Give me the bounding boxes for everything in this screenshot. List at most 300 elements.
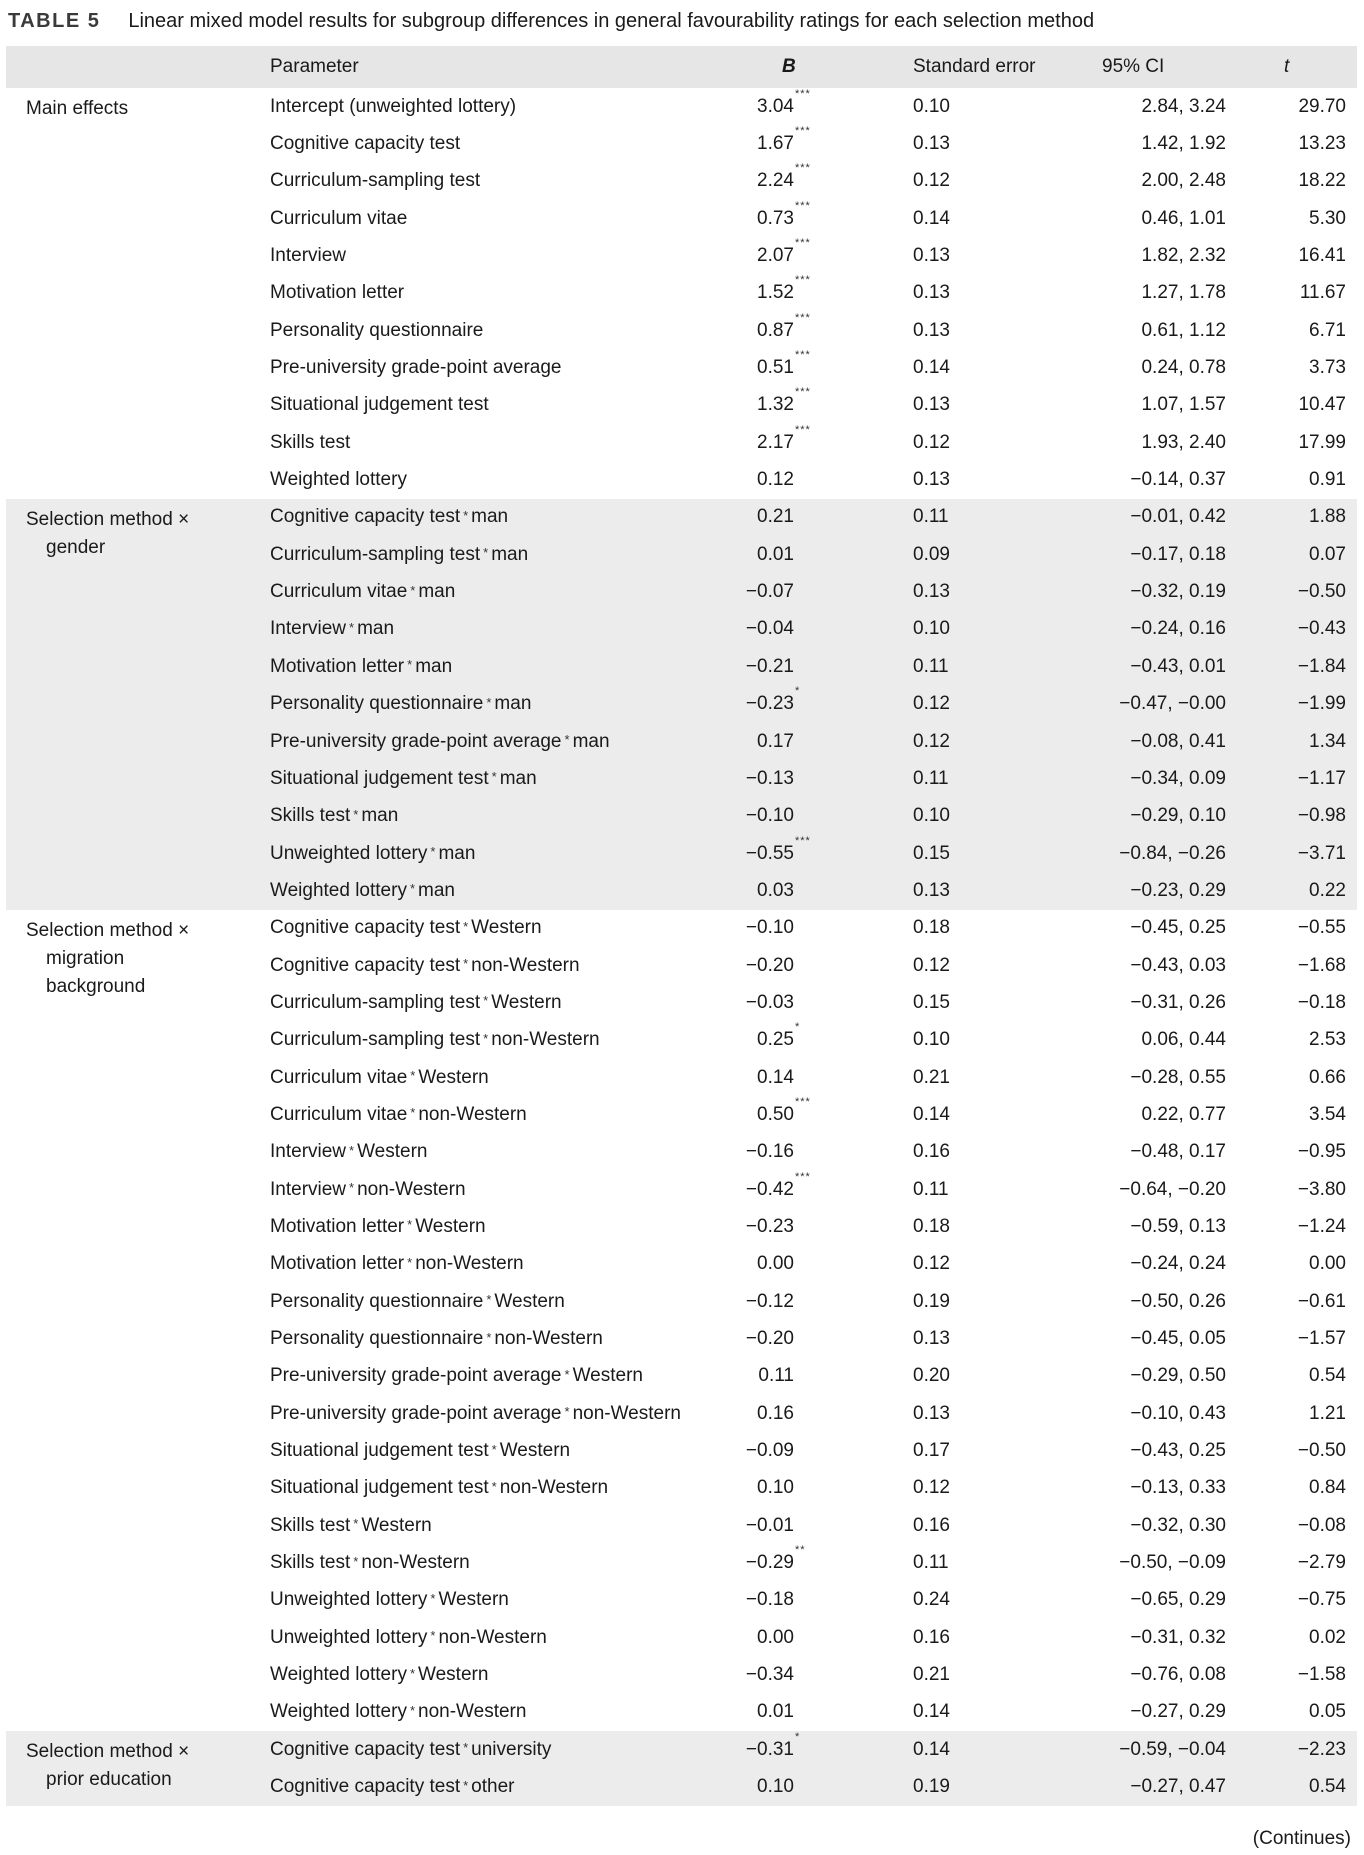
significance-marker: ***: [795, 274, 811, 287]
t-cell: −1.57: [1297, 1328, 1346, 1350]
parameter-text: Curriculum vitae: [270, 207, 408, 229]
b-cell: [706, 275, 840, 312]
moderator-text: man: [494, 693, 532, 715]
significance-marker: ***: [795, 423, 811, 436]
b-cell: [706, 349, 840, 386]
section-label-line: gender: [46, 536, 106, 558]
parameter-text: Pre-university grade-point average: [270, 1402, 562, 1424]
b-number: 0.12: [757, 469, 794, 491]
b-number: 0.00: [757, 1253, 794, 1275]
t-cell: −1.24: [1297, 1215, 1346, 1237]
ci-cell: −0.50, 0.26: [1130, 1290, 1226, 1312]
b-number: 0.10: [757, 1776, 794, 1798]
ci-cell: −0.47, −0.00: [1119, 693, 1226, 715]
b-cell: [706, 1358, 840, 1395]
parameter-text: Interview: [270, 618, 347, 640]
table-row: [6, 237, 1357, 274]
b-value: [757, 125, 811, 155]
table-row: [6, 1320, 1357, 1357]
significance-marker: ***: [795, 386, 811, 399]
b-number: 2.17: [757, 431, 794, 453]
ci-cell: −0.31, 0.26: [1130, 991, 1226, 1013]
parameter-cell: [270, 648, 452, 685]
b-cell: [706, 1619, 840, 1656]
standard-error-cell: 0.21: [913, 1066, 950, 1088]
table-row: [6, 686, 1357, 723]
table-row: [6, 723, 1357, 760]
parameter-text: Curriculum vitae: [270, 581, 408, 603]
parameter-text: Interview: [270, 1141, 347, 1163]
moderator-text: man: [415, 655, 453, 677]
b-value: [746, 805, 794, 827]
parameter-cell: [270, 798, 398, 835]
moderator-text: non-Western: [438, 1626, 547, 1648]
standard-error-cell: 0.11: [913, 767, 949, 789]
moderator-text: Western: [499, 1440, 571, 1462]
b-cell: [706, 686, 840, 723]
b-cell: [706, 200, 840, 237]
moderator-text: non-Western: [418, 1701, 527, 1723]
b-cell: [706, 1246, 840, 1283]
t-cell: −2.23: [1297, 1738, 1346, 1760]
ci-cell: −0.29, 0.10: [1130, 805, 1226, 827]
b-cell: [706, 461, 840, 498]
b-value: [757, 1477, 794, 1499]
table-section: [6, 88, 1357, 499]
t-cell: 0.07: [1309, 543, 1346, 565]
t-cell: −0.75: [1297, 1589, 1346, 1611]
ci-cell: −0.43, 0.25: [1130, 1440, 1226, 1462]
interaction-operator: *: [483, 993, 489, 1009]
b-number: −0.03: [745, 991, 794, 1013]
b-value: [757, 1776, 794, 1798]
parameter-text: Motivation letter: [270, 655, 405, 677]
table-row: [6, 1022, 1357, 1059]
b-cell: [706, 424, 840, 461]
ci-cell: 1.07, 1.57: [1141, 394, 1226, 416]
b-number: −0.13: [745, 767, 794, 789]
moderator-text: Western: [357, 1141, 428, 1163]
ci-cell: −0.59, −0.04: [1119, 1738, 1226, 1760]
header-standard-error: Standard error: [913, 56, 1036, 77]
t-cell: 0.66: [1309, 1066, 1346, 1088]
b-cell: [706, 499, 840, 536]
significance-marker: *: [795, 1730, 801, 1743]
moderator-text: non-Western: [572, 1402, 681, 1424]
standard-error-cell: 0.13: [913, 469, 950, 491]
parameter-cell: [270, 424, 350, 461]
b-value: [757, 162, 811, 192]
t-cell: −3.71: [1297, 842, 1346, 864]
t-cell: −1.99: [1297, 693, 1346, 715]
b-cell: [706, 1470, 840, 1507]
parameter-text: Weighted lottery: [270, 1664, 407, 1686]
moderator-text: Western: [494, 1290, 565, 1312]
b-value: [745, 685, 801, 715]
t-cell: 0.54: [1309, 1365, 1346, 1387]
table-row: [6, 312, 1357, 349]
parameter-text: Cognitive capacity test: [270, 1738, 461, 1760]
interaction-operator: *: [410, 582, 416, 598]
ci-cell: −0.65, 0.29: [1130, 1589, 1226, 1611]
standard-error-cell: 0.11: [913, 1552, 949, 1574]
t-cell: 0.91: [1309, 469, 1346, 491]
b-number: −0.34: [745, 1664, 794, 1686]
table-row: [6, 125, 1357, 162]
t-cell: 1.21: [1309, 1402, 1346, 1424]
standard-error-cell: 0.10: [913, 618, 950, 640]
moderator-text: man: [357, 618, 395, 640]
t-cell: −1.68: [1297, 954, 1346, 976]
parameter-text: Personality questionnaire: [270, 1290, 484, 1312]
section-label-line: Selection method ×: [26, 1741, 190, 1763]
interaction-operator: *: [564, 732, 570, 748]
significance-marker: *: [795, 685, 801, 698]
table-row: [6, 1470, 1357, 1507]
b-value: [746, 1216, 794, 1238]
parameter-cell: [270, 1544, 470, 1581]
parameter-cell: [270, 947, 580, 984]
b-value: [746, 1440, 794, 1462]
standard-error-cell: 0.12: [913, 730, 950, 752]
parameter-text: Curriculum-sampling test: [270, 170, 481, 192]
b-cell: [706, 947, 840, 984]
b-cell: [706, 1768, 840, 1805]
moderator-text: Western: [361, 1514, 432, 1536]
parameter-text: Skills test: [270, 1514, 351, 1536]
b-value: [746, 581, 794, 603]
t-cell: −1.17: [1297, 767, 1346, 789]
b-cell: [706, 1544, 840, 1581]
section-label-line: Selection method ×: [26, 508, 190, 530]
interaction-operator: *: [463, 956, 469, 972]
section-label-line: Selection method ×: [26, 919, 190, 941]
standard-error-cell: 0.18: [913, 1215, 950, 1237]
ci-cell: −0.64, −0.20: [1119, 1178, 1226, 1200]
ci-cell: 2.84, 3.24: [1141, 95, 1226, 117]
table-row: [6, 760, 1357, 797]
moderator-text: non-Western: [471, 954, 580, 976]
significance-marker: ***: [795, 162, 811, 175]
standard-error-cell: 0.09: [913, 543, 950, 565]
table-row: [6, 1582, 1357, 1619]
t-cell: 1.34: [1309, 730, 1346, 752]
significance-marker: ***: [795, 834, 811, 847]
t-cell: 13.23: [1298, 133, 1346, 155]
header-parameter: Parameter: [270, 56, 359, 77]
standard-error-cell: 0.16: [913, 1514, 950, 1536]
b-number: 0.87: [757, 319, 794, 341]
parameter-cell: [270, 1656, 488, 1693]
standard-error-cell: 0.14: [913, 207, 950, 229]
t-cell: 0.84: [1309, 1477, 1346, 1499]
t-cell: −0.55: [1297, 917, 1346, 939]
table-row: [6, 1395, 1357, 1432]
parameter-text: Motivation letter: [270, 1253, 405, 1275]
t-cell: 3.73: [1309, 357, 1346, 379]
moderator-text: university: [471, 1738, 552, 1760]
table-row: [6, 1134, 1357, 1171]
b-value: [746, 768, 794, 790]
b-value: [746, 1291, 794, 1313]
b-value: [745, 1544, 806, 1574]
t-cell: −2.79: [1297, 1552, 1346, 1574]
t-cell: 0.22: [1309, 879, 1346, 901]
interaction-operator: *: [349, 1142, 355, 1158]
interaction-operator: *: [407, 1254, 413, 1270]
parameter-text: Situational judgement test: [270, 394, 489, 416]
significance-marker: ***: [795, 87, 811, 100]
table-row: [6, 461, 1357, 498]
table-row: [6, 798, 1357, 835]
moderator-text: man: [499, 767, 537, 789]
standard-error-cell: 0.24: [913, 1589, 950, 1611]
parameter-cell: [270, 536, 528, 573]
moderator-text: Western: [415, 1215, 486, 1237]
b-cell: [706, 798, 840, 835]
section-label-line: Main effects: [26, 98, 129, 119]
standard-error-cell: 0.12: [913, 431, 950, 453]
b-number: 0.51: [757, 357, 794, 379]
b-number: −0.12: [745, 1290, 794, 1312]
interaction-operator: *: [564, 1404, 570, 1420]
parameter-text: Cognitive capacity test: [270, 1776, 461, 1798]
ci-cell: −0.23, 0.29: [1130, 879, 1226, 901]
b-cell: [706, 1171, 840, 1208]
b-number: 0.10: [757, 1477, 794, 1499]
parameter-cell: [270, 760, 537, 797]
table-label: TABLE 5: [8, 9, 101, 32]
b-value: [746, 955, 794, 977]
header-ci: 95% CI: [1102, 56, 1165, 77]
b-number: −0.16: [745, 1141, 794, 1163]
ci-cell: −0.24, 0.24: [1130, 1253, 1226, 1275]
parameter-cell: [270, 686, 531, 723]
b-value: [746, 1515, 794, 1537]
b-cell: [706, 1395, 840, 1432]
b-value: [757, 1021, 801, 1051]
parameter-cell: [270, 910, 542, 947]
parameter-cell: [270, 88, 516, 125]
ci-cell: −0.31, 0.32: [1130, 1626, 1226, 1648]
parameter-cell: [270, 835, 475, 872]
table-row: [6, 424, 1357, 461]
b-number: −0.09: [745, 1440, 794, 1462]
b-number: −0.07: [745, 581, 794, 603]
b-cell: [706, 1134, 840, 1171]
b-value: [746, 1141, 794, 1163]
b-number: 1.52: [757, 282, 794, 304]
parameter-cell: [270, 1358, 643, 1395]
t-cell: 5.30: [1309, 207, 1346, 229]
parameter-cell: [270, 1208, 486, 1245]
parameter-text: Weighted lottery: [270, 879, 407, 901]
ci-cell: −0.24, 0.16: [1130, 618, 1226, 640]
moderator-text: Western: [438, 1589, 509, 1611]
interaction-operator: *: [491, 769, 497, 785]
b-value: [757, 1701, 794, 1723]
ci-cell: −0.10, 0.43: [1130, 1402, 1226, 1424]
b-number: 0.21: [757, 506, 794, 528]
interaction-operator: *: [564, 1366, 570, 1382]
table-title: Linear mixed model results for subgroup differences in general favourability ratings for each selection method: [128, 9, 1095, 32]
parameter-cell: [270, 1768, 514, 1805]
moderator-text: Western: [572, 1365, 643, 1387]
ci-cell: −0.45, 0.25: [1130, 917, 1226, 939]
ci-cell: −0.32, 0.19: [1130, 581, 1226, 603]
ci-cell: 1.93, 2.40: [1141, 431, 1226, 453]
b-cell: [706, 1022, 840, 1059]
table-row: [6, 1507, 1357, 1544]
parameter-cell: [270, 499, 508, 536]
table-row: [6, 573, 1357, 610]
parameter-cell: [270, 125, 460, 162]
b-cell: [706, 1582, 840, 1619]
b-value: [757, 1627, 794, 1649]
table-row: [6, 947, 1357, 984]
b-cell: [706, 872, 840, 909]
parameter-cell: [270, 237, 346, 274]
interaction-operator: *: [483, 1030, 489, 1046]
moderator-text: non-Western: [499, 1477, 609, 1499]
moderator-text: man: [361, 805, 399, 827]
parameter-cell: [270, 1096, 527, 1133]
b-number: 0.01: [757, 543, 794, 565]
parameter-text: Situational judgement test: [270, 1477, 489, 1499]
ci-cell: −0.27, 0.29: [1130, 1701, 1226, 1723]
b-cell: [706, 723, 840, 760]
standard-error-cell: 0.13: [913, 133, 950, 155]
b-value: [757, 1095, 811, 1126]
b-value: [745, 1170, 811, 1201]
moderator-text: Western: [491, 991, 562, 1013]
parameter-cell: [270, 573, 455, 610]
standard-error-cell: 0.13: [913, 319, 950, 341]
interaction-operator: *: [491, 1478, 497, 1494]
table-section: [6, 1731, 1357, 1806]
t-cell: 6.71: [1309, 319, 1346, 341]
b-cell: [706, 611, 840, 648]
parameter-text: Skills test: [270, 431, 351, 453]
table-row: [6, 1432, 1357, 1469]
standard-error-cell: 0.13: [913, 245, 950, 267]
standard-error-cell: 0.10: [913, 1029, 950, 1051]
section-label-line: background: [46, 975, 146, 997]
table-row: [6, 387, 1357, 424]
parameter-cell: [270, 1731, 551, 1768]
table-row: [6, 1096, 1357, 1133]
b-cell: [706, 125, 840, 162]
ci-cell: −0.29, 0.50: [1130, 1365, 1226, 1387]
b-cell: [706, 760, 840, 797]
table-row: [6, 872, 1357, 909]
standard-error-cell: 0.12: [913, 954, 950, 976]
b-number: 1.67: [757, 133, 794, 155]
t-cell: 0.05: [1309, 1701, 1346, 1723]
b-value: [757, 469, 794, 491]
b-value: [757, 274, 811, 304]
b-number: 0.03: [757, 879, 794, 901]
b-number: −0.10: [745, 805, 794, 827]
b-cell: [706, 88, 840, 125]
t-cell: −0.18: [1297, 991, 1346, 1013]
b-number: 1.32: [757, 394, 794, 416]
ci-cell: −0.17, 0.18: [1130, 543, 1226, 565]
table-row: [6, 1208, 1357, 1245]
standard-error-cell: 0.19: [913, 1290, 950, 1312]
b-number: 0.01: [757, 1701, 794, 1723]
parameter-text: Cognitive capacity test: [270, 917, 461, 939]
section-label-line: prior education: [46, 1769, 172, 1791]
moderator-text: other: [471, 1776, 515, 1798]
b-number: 0.14: [757, 1066, 794, 1088]
standard-error-cell: 0.19: [913, 1776, 950, 1798]
significance-marker: ***: [795, 199, 811, 212]
ci-cell: −0.59, 0.13: [1130, 1215, 1226, 1237]
b-number: −0.29: [745, 1552, 794, 1574]
b-value: [757, 237, 811, 267]
b-value: [757, 349, 811, 379]
ci-cell: −0.45, 0.05: [1130, 1328, 1226, 1350]
parameter-text: Skills test: [270, 805, 351, 827]
b-value: [758, 1365, 794, 1387]
parameter-text: Pre-university grade-point average: [270, 1365, 562, 1387]
moderator-text: non-Western: [415, 1253, 524, 1275]
parameter-text: Unweighted lottery: [270, 1626, 428, 1648]
parameter-cell: [270, 1171, 466, 1208]
t-cell: 11.67: [1299, 282, 1346, 304]
b-value: [757, 1403, 794, 1425]
t-cell: 0.54: [1309, 1776, 1346, 1798]
ci-cell: 0.24, 0.78: [1141, 357, 1226, 379]
table-row: [6, 163, 1357, 200]
table-row: [6, 1171, 1357, 1208]
table-row: [6, 1731, 1357, 1768]
table-row: [6, 648, 1357, 685]
parameter-text: Personality questionnaire: [270, 1328, 484, 1350]
parameter-text: Curriculum-sampling test: [270, 543, 481, 565]
b-number: 3.04: [757, 95, 794, 117]
table-row: [6, 835, 1357, 872]
moderator-text: man: [471, 506, 509, 528]
ci-cell: −0.50, −0.09: [1119, 1552, 1226, 1574]
t-cell: 0.00: [1309, 1253, 1346, 1275]
parameter-cell: [270, 1582, 509, 1619]
standard-error-cell: 0.13: [913, 879, 950, 901]
b-value: [757, 423, 811, 454]
table-row: [6, 1694, 1357, 1731]
b-number: 0.50: [757, 1103, 794, 1125]
b-value: [746, 992, 794, 1014]
standard-error-cell: 0.11: [913, 655, 949, 677]
b-cell: [706, 536, 840, 573]
table-row: [6, 1358, 1357, 1395]
table-row: [6, 1544, 1357, 1581]
standard-error-cell: 0.18: [913, 917, 950, 939]
ci-cell: −0.13, 0.33: [1130, 1477, 1226, 1499]
table-row: [6, 536, 1357, 573]
parameter-cell: [270, 1134, 428, 1171]
b-cell: [706, 312, 840, 349]
t-cell: −0.98: [1297, 805, 1346, 827]
table-row: [6, 499, 1357, 536]
section-label-line: migration: [46, 947, 125, 969]
b-number: 0.11: [758, 1365, 794, 1387]
table-row: [6, 984, 1357, 1021]
ci-cell: 0.61, 1.12: [1141, 319, 1226, 341]
parameter-cell: [270, 1320, 603, 1357]
t-cell: 16.41: [1298, 245, 1346, 267]
